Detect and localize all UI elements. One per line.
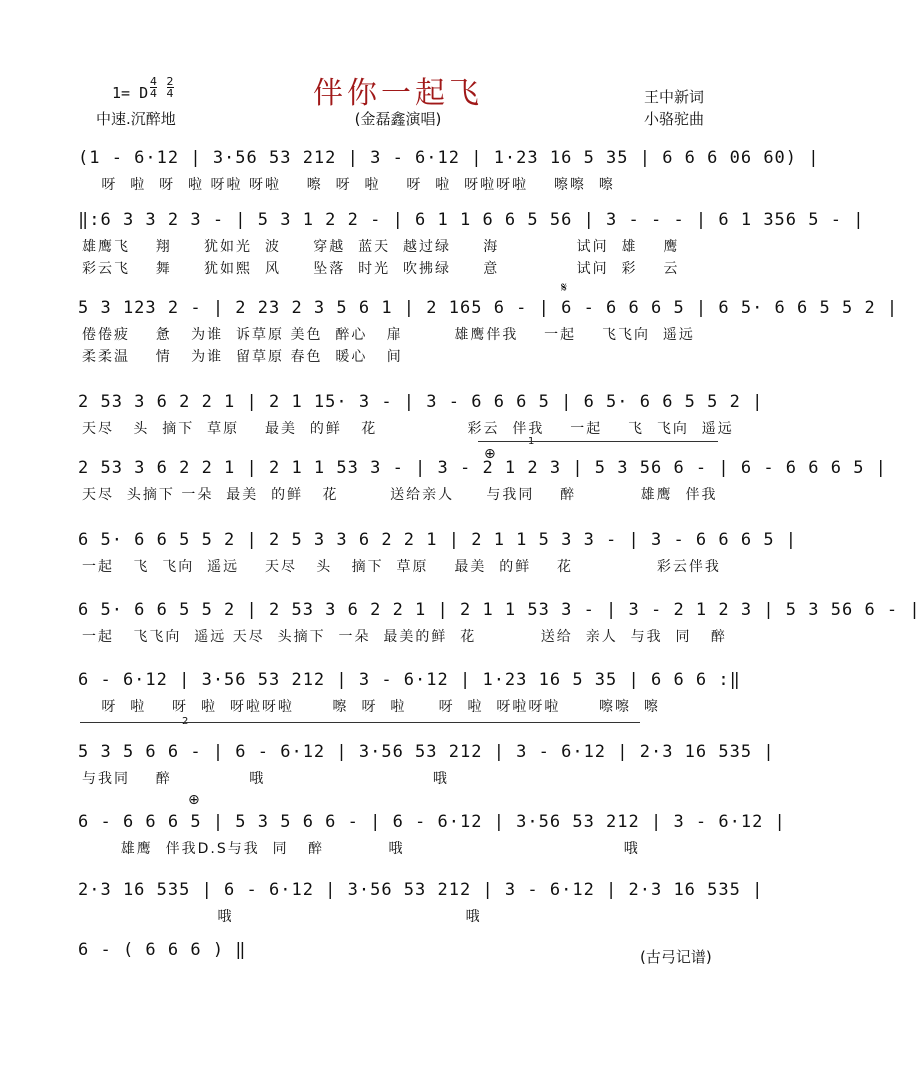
lyric-line: 呀 啦 呀 啦 呀啦呀啦 嚓 呀 啦 呀 啦 呀啦呀啦 嚓嚓 嚓 bbox=[82, 699, 661, 715]
notation-line: 5 3 123 2 - | 2 23 2 3 5 6 1 | 2 165 6 - | 6 - 6 6 6 5 | 6 5· 6 6 5 5 2 | bbox=[78, 298, 899, 318]
lyric-line: 天尽 头 摘下 草原 最美 的鲜 花 彩云 伴我 一起 飞 飞向 遥远 bbox=[82, 421, 734, 437]
score-line bbox=[0, 530, 796, 590]
lyric-line: 一起 飞 飞向 遥远 天尽 头 摘下 草原 最美 的鲜 花 彩云伴我 bbox=[82, 559, 721, 575]
notation-line: ‖:6 3 3 2 3 - | 5 3 1 2 2 - | 6 1 1 6 6 5 56 | 3 - - - | 6 1 356 5 - | bbox=[78, 210, 865, 230]
subtitle: (金磊鑫演唱) bbox=[354, 110, 442, 128]
notation-line: 6 5· 6 6 5 5 2 | 2 5 3 3 6 2 2 1 | 2 1 1 5 3 3 - | 3 - 6 6 6 5 | bbox=[78, 530, 798, 550]
lyric-line: 柔柔温 情 为谁 留草原 春色 暖心 间 bbox=[82, 349, 403, 365]
coda-symbol-2: ⊕ bbox=[188, 792, 200, 808]
score-line bbox=[0, 298, 899, 365]
score-line bbox=[0, 742, 796, 802]
lyric-line: 与我同 醉 哦 哦 bbox=[82, 771, 449, 787]
score-line bbox=[0, 670, 796, 730]
lyric-line: 雄鹰 伴我D.S与我 同 醉 哦 哦 bbox=[82, 841, 640, 857]
notation-line: 6 - ( 6 6 6 ) ‖ bbox=[78, 940, 247, 960]
score-line bbox=[0, 210, 865, 277]
volta-2-bracket bbox=[80, 722, 640, 723]
lyric-line: 天尽 头摘下 一朵 最美 的鲜 花 送给亲人 与我同 醉 雄鹰 伴我 bbox=[82, 487, 718, 503]
lyric-line: 哦 哦 bbox=[82, 909, 482, 925]
notation-line: 5 3 5 6 6 - | 6 - 6·12 | 3·56 53 212 | 3 - 6·12 | 2·3 16 535 | bbox=[78, 742, 775, 762]
notation-line: 2 53 3 6 2 2 1 | 2 1 15· 3 - | 3 - 6 6 6 5 | 6 5· 6 6 5 5 2 | bbox=[78, 392, 764, 412]
lyric-line: 倦倦疲 惫 为谁 诉草原 美色 醉心 扉 雄鹰伴我 一起 飞飞向 遥远 bbox=[82, 327, 695, 343]
key-signature: 1= D bbox=[112, 84, 149, 102]
coda-symbol: ⊕ bbox=[484, 446, 496, 462]
volta-1-bracket bbox=[478, 441, 718, 442]
source-note: (古弓记谱) bbox=[640, 948, 712, 966]
segno-symbol: 𝄋 bbox=[561, 280, 568, 296]
notation-line: 6 - 6·12 | 3·56 53 212 | 3 - 6·12 | 1·23 16 5 35 | 6 6 6 :‖ bbox=[78, 670, 741, 690]
score-line bbox=[0, 458, 887, 518]
notation-line: 2 53 3 6 2 2 1 | 2 1 1 53 3 - | 3 - 2 1 2 3 | 5 3 56 6 - | 6 - 6 6 6 5 | bbox=[78, 458, 887, 478]
tempo-marking: 中速.沉醉地 bbox=[96, 110, 176, 128]
lyricist: 王中新词 bbox=[644, 88, 705, 106]
lyric-line: 一起 飞飞向 遥远 天尽 头摘下 一朵 最美的鲜 花 送给 亲人 与我 同 醉 bbox=[82, 629, 727, 645]
notation-line: 6 - 6 6 6 5 | 5 3 5 6 6 - | 6 - 6·12 | 3·56 53 212 | 3 - 6·12 | bbox=[78, 812, 786, 832]
score-line bbox=[0, 812, 796, 872]
score-line bbox=[0, 600, 921, 660]
notation-line: 6 5· 6 6 5 5 2 | 2 53 3 6 2 2 1 | 2 1 1 53 3 - | 3 - 2 1 2 3 | 5 3 56 6 - | bbox=[78, 600, 921, 620]
lyric-line: 雄鹰飞 翔 犹如光 波 穿越 蓝天 越过绿 海 试问 雄 鹰 bbox=[82, 239, 680, 255]
time-signature: $\frac{4}{4}$ $\frac{2}{4}$ bbox=[150, 75, 174, 100]
composer: 小骆驼曲 bbox=[644, 110, 705, 128]
score-line bbox=[0, 148, 820, 208]
score-line bbox=[0, 880, 796, 940]
lyric-line: 彩云飞 舞 犹如熙 风 坠落 时光 吹拂绿 意 试问 彩 云 bbox=[82, 261, 680, 277]
score-line bbox=[0, 392, 796, 452]
title: 伴你一起飞 bbox=[313, 76, 483, 111]
lyric-line: 呀 啦 呀 啦 呀啦 呀啦 嚓 呀 啦 呀 啦 呀啦呀啦 嚓嚓 嚓 bbox=[82, 177, 615, 193]
notation-line: (1 - 6·12 | 3·56 53 212 | 3 - 6·12 | 1·23 16 5 35 | 6 6 6 06 60) | bbox=[78, 148, 820, 168]
notation-line: 2·3 16 535 | 6 - 6·12 | 3·56 53 212 | 3 - 6·12 | 2·3 16 535 | bbox=[78, 880, 764, 900]
